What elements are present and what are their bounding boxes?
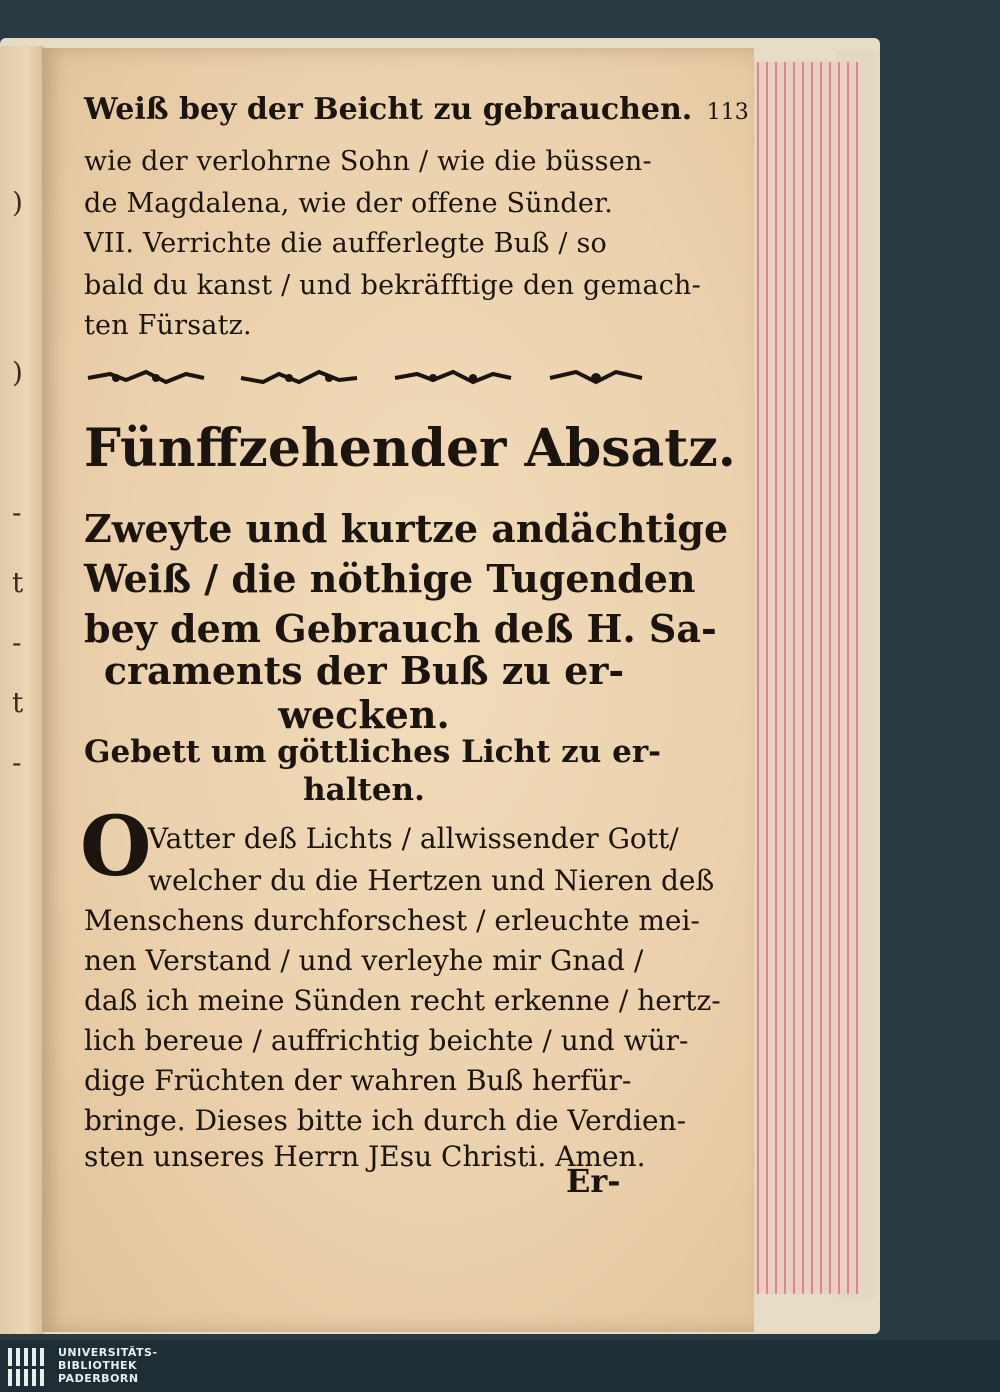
prayer-line: welcher du die Hertzen und Nieren deß [148, 864, 715, 897]
ornament-divider [86, 360, 646, 396]
subtitle-line: craments der Buß zu er- [103, 648, 625, 693]
text-line: VII. Verrichte die aufferlegte Buß / so [84, 228, 607, 259]
left-mark: ) [12, 186, 23, 219]
page-number: 113 [706, 100, 749, 125]
logo-line: UNIVERSITÄTS- [58, 1346, 158, 1359]
text-line: de Magdalena, wie der offene Sünder. [84, 188, 614, 219]
left-mark: - [12, 496, 22, 529]
logo-line: BIBLIOTHEK [58, 1359, 138, 1372]
subtitle-line: wecken. [278, 692, 450, 737]
subtitle-line: Zweyte und kurtze andächtige [84, 506, 729, 551]
prayer-line: bringe. Dieses bitte ich durch die Verdien- [84, 1104, 687, 1137]
drop-cap: O [80, 799, 152, 895]
subtitle-line: Weiß / die nöthige Tugenden [84, 556, 696, 601]
prayer-line: Menschens durchforschest / erleuchte mei- [84, 904, 700, 937]
text-line: wie der verlohrne Sohn / wie die büssen- [84, 146, 652, 177]
page-fore-edge [748, 62, 860, 1294]
prayer-line: nen Verstand / und verleyhe mir Gnad / [84, 944, 644, 977]
prayer-line: dige Früchten der wahren Buß herfür- [84, 1064, 632, 1097]
prayer-line: daß ich meine Sünden recht erkenne / hertz- [84, 984, 721, 1017]
prayer-heading: halten. [303, 772, 425, 808]
previous-page-marks [2, 106, 42, 1306]
ornament-icon [239, 364, 359, 392]
left-mark: - [12, 626, 22, 659]
library-logo-text [58, 1346, 158, 1385]
left-mark: t [12, 686, 24, 719]
left-mark: t [12, 566, 24, 599]
text-line: bald du kanst / und bekräfftige den gemach- [84, 270, 701, 301]
prayer-line: lich bereue / auffrichtig beichte / und wür- [84, 1024, 689, 1057]
catchword: Er- [566, 1162, 621, 1200]
library-logo-icon [6, 1346, 50, 1388]
logo-line: PADERBORN [58, 1372, 139, 1385]
prayer-line: sten unseres Herrn JEsu Christi. Amen. [84, 1140, 646, 1173]
text-line: ten Fürsatz. [84, 310, 252, 341]
ornament-icon [86, 364, 206, 392]
left-mark: ) [12, 356, 23, 389]
header-title: Weiß bey der Beicht zu gebrauchen. [84, 92, 693, 127]
running-header [84, 92, 749, 127]
previous-page-strip [0, 46, 44, 1334]
subtitle-line: bey dem Gebrauch deß H. Sa- [84, 606, 717, 651]
prayer-heading: Gebett um göttliches Licht zu er- [84, 734, 662, 770]
ornament-icon [546, 364, 646, 392]
left-mark: - [12, 746, 22, 779]
prayer-line: Vatter deß Lichts / allwissender Gott/ [148, 822, 679, 855]
ornament-icon [393, 364, 513, 392]
section-title: Fünffzehender Absatz. [84, 418, 736, 479]
